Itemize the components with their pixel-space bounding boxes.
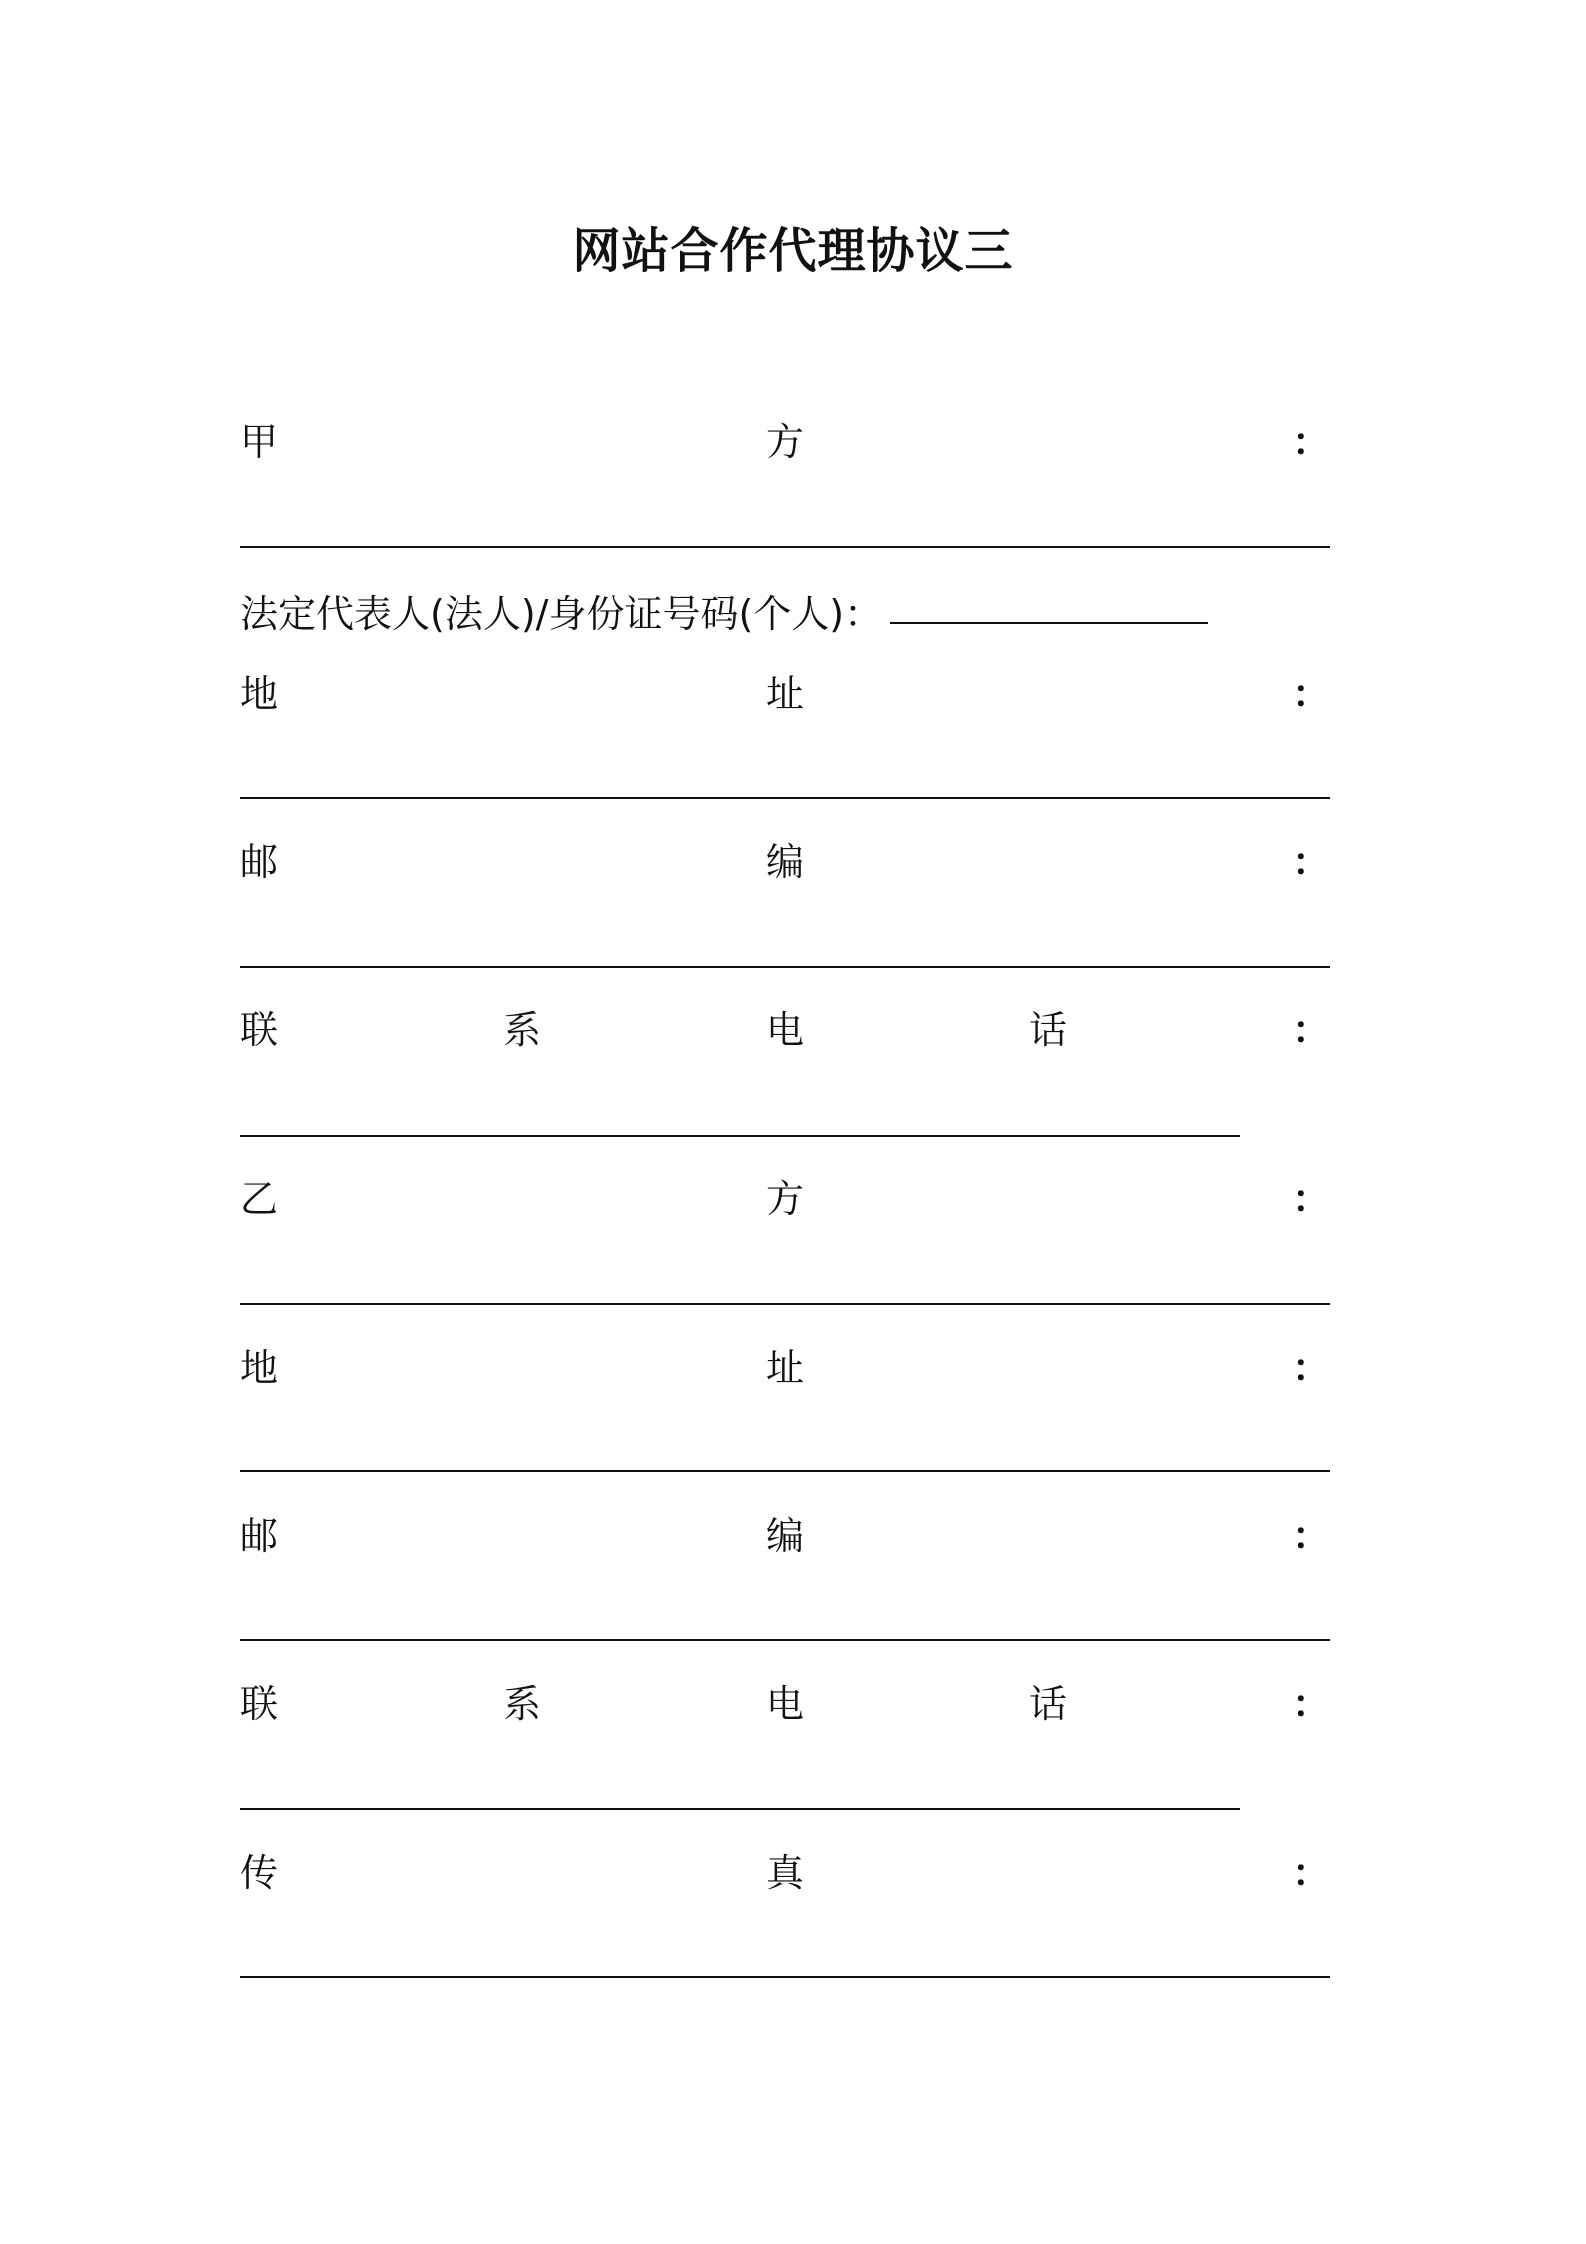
party-b-postcode-field xyxy=(240,1508,1330,1556)
party-b-address-label: 地 址 ： xyxy=(240,1345,1330,1390)
party-b-phone-label: 联 系 电 话 ： xyxy=(240,1681,1330,1726)
party-b-address-blank[interactable] xyxy=(240,1470,1330,1472)
party-b-fax-field xyxy=(240,1845,1330,1893)
document-title: 网站合作代理协议三 xyxy=(572,223,1014,279)
party-a-address-blank[interactable] xyxy=(240,797,1330,799)
party-a-name-field xyxy=(240,414,1330,462)
party-b-postcode-blank[interactable] xyxy=(240,1639,1330,1641)
party-a-postcode-field xyxy=(240,834,1330,882)
party-a-phone-blank[interactable] xyxy=(240,1135,1240,1137)
party-a-representative-field xyxy=(240,585,1208,635)
party-a-address-label: 地 址 ： xyxy=(240,671,1330,716)
party-b-postcode-label: 邮 编 ： xyxy=(240,1513,1330,1558)
party-b-phone-blank[interactable] xyxy=(240,1808,1240,1810)
party-b-fax-blank[interactable] xyxy=(240,1976,1330,1978)
party-a-postcode-label: 邮 编 ： xyxy=(240,839,1330,884)
party-a-name-blank[interactable] xyxy=(240,546,1330,548)
party-a-address-field xyxy=(240,666,1330,714)
party-a-phone-label: 联 系 电 话 ： xyxy=(240,1007,1330,1052)
party-b-name-label: 乙 方 ： xyxy=(240,1176,1330,1221)
party-a-name-label: 甲 方 ： xyxy=(240,419,1330,464)
party-a-representative-blank[interactable] xyxy=(890,596,1208,624)
party-b-name-field xyxy=(240,1171,1330,1219)
party-a-representative-label: 法定代表人(法人)/身份证号码(个人)： xyxy=(240,591,883,636)
party-a-phone-field xyxy=(240,1002,1330,1050)
party-b-address-field xyxy=(240,1340,1330,1388)
party-b-phone-field xyxy=(240,1676,1330,1724)
party-a-postcode-blank[interactable] xyxy=(240,966,1330,968)
party-b-name-blank[interactable] xyxy=(240,1303,1330,1305)
party-b-fax-label: 传 真 ： xyxy=(240,1850,1330,1895)
